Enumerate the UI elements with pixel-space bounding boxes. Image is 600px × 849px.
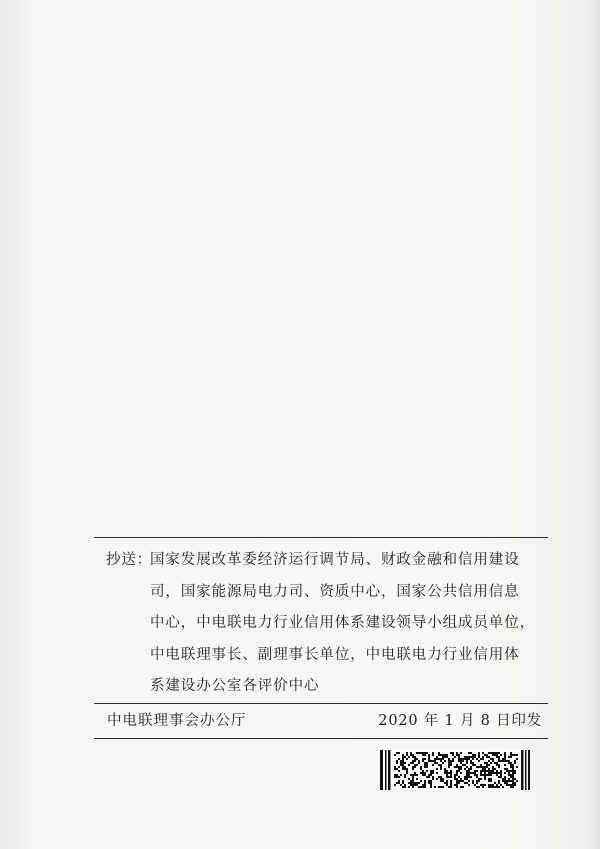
issuing-office: 中电联理事会办公厅 <box>107 713 247 729</box>
cc-line: 系建设办公室各评价中心 <box>150 678 320 694</box>
cc-line: 中心，中电联电力行业信用体系建设领导小组成员单位， <box>150 615 535 631</box>
barcode-image <box>380 750 530 790</box>
print-date: 2020 年 1 月 8 日印发 <box>378 713 542 729</box>
top-rule <box>94 537 548 538</box>
bottom-rule <box>94 738 548 739</box>
scan-edge-shadow <box>586 0 600 849</box>
cc-line: 司，国家能源局电力司、资质中心，国家公共信用信息 <box>150 583 520 600</box>
cc-line: 中电联理事长、副理事长单位，中电联电力行业信用体 <box>150 646 520 663</box>
cc-recipients <box>150 545 548 703</box>
cc-line: 国家发展改革委经济运行调节局、财政金融和信用建设 <box>150 552 520 568</box>
cc-label: 抄送： <box>106 552 153 568</box>
middle-rule <box>94 703 548 704</box>
